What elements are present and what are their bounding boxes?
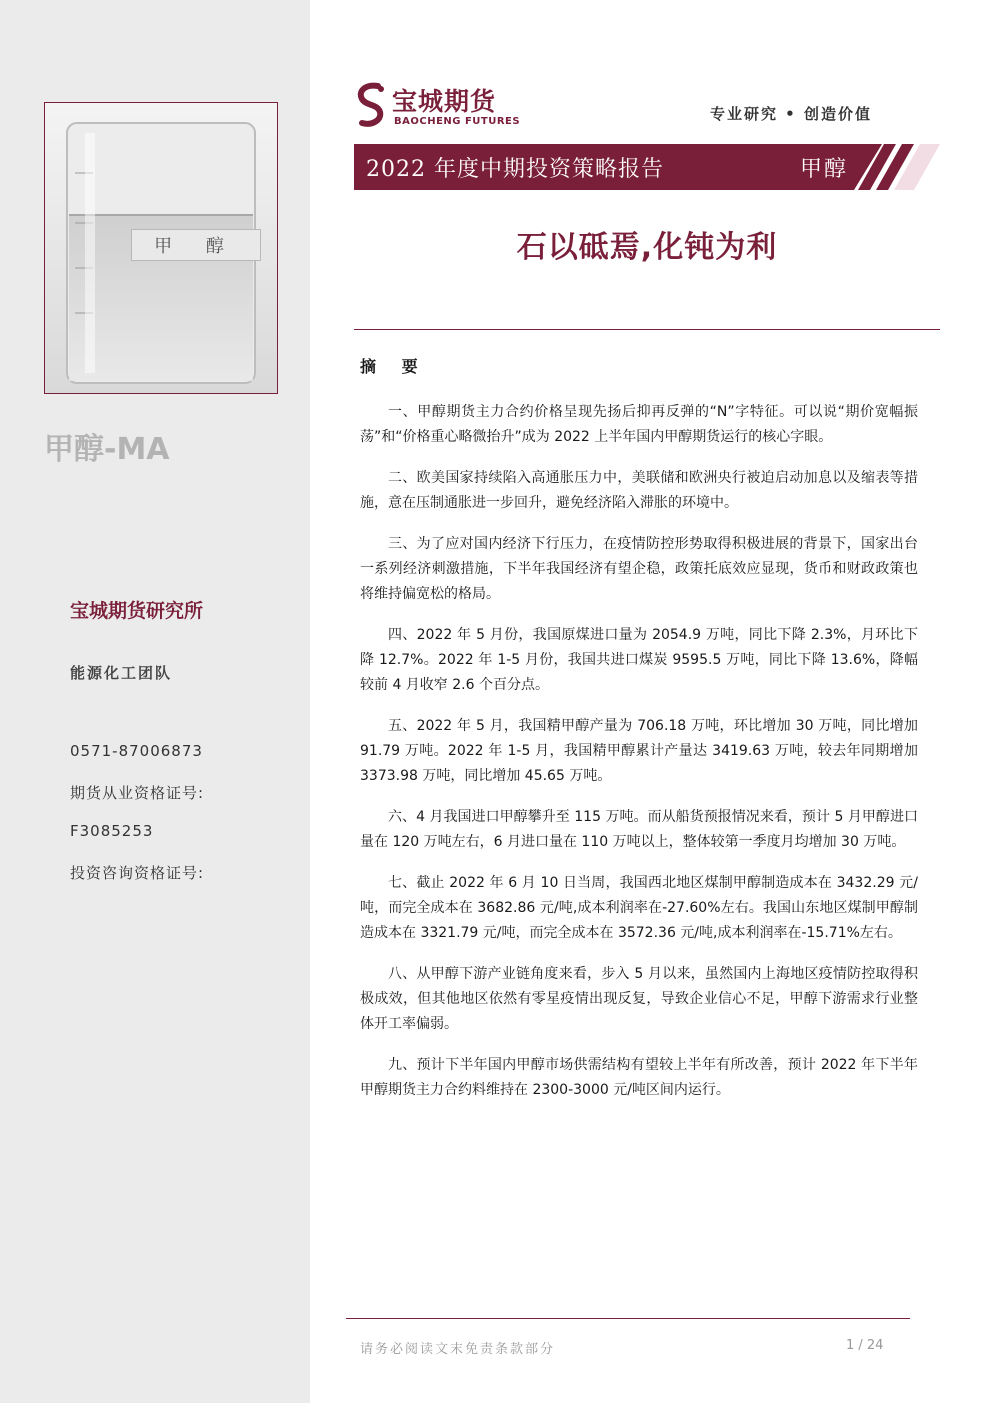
logo-english-name: BAOCHENG FUTURES [394,116,521,127]
product-name: 甲醇-MA [44,432,170,467]
report-title: 2022 年度中期投资策略报告 [366,157,664,182]
abstract-body [360,400,918,1119]
invest-cert-label: 投资咨询资格证号: [70,864,205,882]
company-logo [354,82,524,132]
main-title: 石以砥焉,化钝为利 [516,230,778,265]
beaker-label: 甲 醇 [131,229,261,261]
abstract-paragraph: 四、2022 年 5 月份，我国原煤进口量为 2054.9 万吨，同比下降 2.3%，月环比下降 12.7%。2022 年 1-5 月份，我国共进口煤炭 9595.5 万吨，同比下降 13.6%，降幅较前 4 月收窄 2.6 个百分点。 [360,627,918,693]
title-divider [354,329,940,330]
logo-icon [354,82,388,128]
banner-stripes [854,144,940,190]
abstract-heading: 摘 要 [360,357,428,376]
disclaimer-note: 请务必阅读文末免责条款部分 [360,1342,556,1357]
abstract-paragraph: 三、为了应对国内经济下行压力，在疫情防控形势取得积极进展的背景下，国家出台一系列经济刺激措施，下半年我国经济有望企稳，政策托底效应显现，货币和财政政策也将维持偏宽松的格局。 [360,536,918,602]
abstract-paragraph: 一、甲醇期货主力合约价格呈现先扬后抑再反弹的“N”字特征。可以说“期价宽幅振荡”和“价格重心略微抬升”成为 2022 上半年国内甲醇期货运行的核心字眼。 [360,404,918,445]
research-institute: 宝城期货研究所 [70,600,204,622]
team-name: 能源化工团队 [70,664,173,682]
abstract-paragraph: 六、4 月我国进口甲醇攀升至 115 万吨。而从船货预报情况来看，预计 5 月甲醇进口量在 120 万吨左右，6 月进口量在 110 万吨以上，整体较第一季度月均增加 30 万吨。 [360,809,918,850]
logo-chinese-name: 宝城期货 [392,87,497,116]
abstract-paragraph: 七、截止 2022 年 6 月 10 日当周，我国西北地区煤制甲醇制造成本在 3432.29 元/吨，而完全成本在 3682.86 元/吨,成本利润率在-27.60%左右。我国山东地区煤制甲醇制造成本在 3321.79 元/吨，而完全成本在 3572.36 元/吨,成本利润率在-15.71%左右。 [360,875,918,941]
abstract-paragraph: 五、2022 年 5 月，我国精甲醇产量为 706.18 万吨，环比增加 30 万吨，同比增加 91.79 万吨。2022 年 1-5 月，我国精甲醇累计产量达 3419.63 万吨，较去年同期增加 3373.98 万吨，同比增加 45.65 万吨。 [360,718,918,784]
report-banner [354,144,940,190]
page-number: 1 / 24 [846,1338,884,1353]
abstract-paragraph: 九、预计下半年国内甲醇市场供需结构有望较上半年有所改善，预计 2022 年下半年甲醇期货主力合约料维持在 2300-3000 元/吨区间内运行。 [360,1057,918,1098]
abstract-paragraph: 八、从甲醇下游产业链角度来看，步入 5 月以来，虽然国内上海地区疫情防控取得积极成效，但其他地区依然有零星疫情出现反复，导致企业信心不足，甲醇下游需求行业整体开工率偏弱。 [360,966,918,1032]
futures-cert-number: F3085253 [70,822,154,840]
report-product: 甲醇 [800,157,849,182]
phone-number: 0571-87006873 [70,742,203,760]
futures-cert-label: 期货从业资格证号: [70,784,205,802]
sidebar [0,0,310,1403]
slogan: 专业研究 • 创造价值 [709,105,872,123]
abstract-paragraph: 二、欧美国家持续陷入高通胀压力中，美联储和欧洲央行被迫启动加息以及缩表等措施，意在压制通胀进一步回升，避免经济陷入滞胀的环境中。 [360,470,918,511]
footer-divider [346,1318,910,1319]
methanol-beaker-photo [44,102,278,394]
